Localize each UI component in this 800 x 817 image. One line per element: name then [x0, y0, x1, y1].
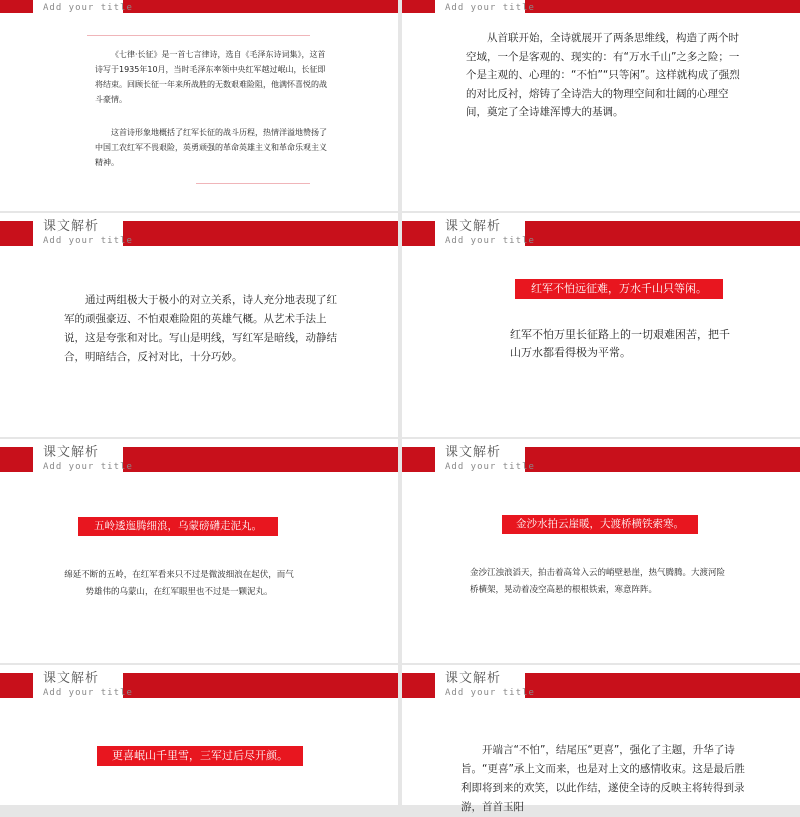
header-accent-bar — [123, 221, 398, 246]
slide-header — [0, 221, 398, 246]
paragraph: 金沙江浊浪滔天，拍击着高耸入云的峭壁悬崖，热气腾腾。大渡河险桥横架，晃动着凌空高悬的根根铁索，寒意阵阵。 — [470, 568, 726, 595]
slide-header — [0, 673, 398, 698]
header-subtitle: Add your title — [43, 462, 133, 472]
poem-line-banner: 更喜岷山千里雪，三军过后尽开颜。 — [97, 746, 303, 766]
slide-header — [0, 0, 398, 13]
header-accent-bar — [402, 447, 435, 472]
header-accent-bar — [123, 673, 398, 698]
slide-header — [402, 673, 800, 698]
slide-header — [402, 221, 800, 246]
slide-3[interactable] — [0, 213, 398, 437]
header-accent-bar — [525, 221, 800, 246]
header-title: 课文解析 — [445, 445, 502, 460]
poem-line-banner: 金沙水拍云崖暖，大渡桥横铁索寒。 — [502, 515, 698, 534]
slide-header — [0, 447, 398, 472]
bottom-divider — [196, 183, 310, 184]
paragraph: 《七律·长征》是一首七言律诗，选自《毛泽东诗词集》，这首诗写于1935年10月，当时毛泽东率领中央红军越过岷山，长征即将结束。回顾长征一年来所战胜的无数艰难险阻，他满怀喜悦的战斗豪情。 — [95, 50, 327, 104]
paragraph: 从首联开始，全诗就展开了两条思维线，构造了两个时空域，一个是客观的、现实的：有“万水千山”之多之险；一个是主观的、心理的：“不怕”“只等闲”。这样就构成了强烈的对比反衬，熔铸了全诗浩大的物理空间和壮阔的心理空间，奠定了全诗雄浑博大的基调。 — [466, 32, 740, 118]
paragraph: 这首诗形象地概括了红军长征的战斗历程，热情洋溢地赞扬了中国工农红军不畏艰险，英勇顽强的革命英雄主义和革命乐观主义精神。 — [95, 128, 327, 167]
header-subtitle: Add your title — [43, 688, 133, 698]
header-subtitle: Add your title — [43, 3, 133, 13]
paragraph: 红军不怕万里长征路上的一切艰难困苦，把千山万水都看得极为平常。 — [510, 328, 730, 359]
paragraph: 开端言“不怕”，结尾压“更喜”，强化了主题，升华了诗旨。“更喜”承上文而来，也是对上文的感情收束。这是最后胜利即将到来的欢笑，以此作结，遂使全诗的反映主将转得到录游，首首玉阳 — [461, 744, 745, 813]
slide-header — [402, 447, 800, 472]
header-accent-bar — [525, 447, 800, 472]
header-subtitle: Add your title — [445, 3, 535, 13]
poem-line-banner: 五岭逶迤腾细浪，乌蒙磅礴走泥丸。 — [78, 517, 278, 536]
header-title — [445, 0, 501, 2]
header-accent-bar — [123, 447, 398, 472]
header-title: 课文解析 — [445, 671, 502, 686]
header-title: 课文解析 — [43, 671, 100, 686]
header-accent-bar — [0, 447, 33, 472]
header-subtitle: Add your title — [445, 462, 535, 472]
header-accent-bar — [402, 221, 435, 246]
slide-7[interactable] — [0, 665, 398, 805]
slide-4[interactable] — [402, 213, 800, 437]
slide-6[interactable] — [402, 439, 800, 663]
header-accent-bar — [402, 0, 435, 13]
header-subtitle: Add your title — [43, 236, 133, 246]
header-title — [43, 0, 99, 2]
header-accent-bar — [525, 0, 800, 13]
paragraph: 绵延不断的五岭，在红军看来只不过是微波细浪在起伏，而气势雄伟的乌蒙山，在红军眼里也不过是一颗泥丸。 — [64, 570, 294, 597]
header-accent-bar — [123, 0, 398, 13]
slide-header — [402, 0, 800, 13]
slide-5[interactable] — [0, 439, 398, 663]
slide-1[interactable] — [0, 0, 398, 211]
header-subtitle: Add your title — [445, 688, 535, 698]
header-accent-bar — [0, 0, 33, 13]
slide-2[interactable] — [402, 0, 800, 211]
header-subtitle: Add your title — [445, 236, 535, 246]
header-accent-bar — [525, 673, 800, 698]
top-divider — [87, 35, 310, 36]
header-title: 课文解析 — [445, 219, 502, 234]
paragraph: 通过两组极大于极小的对立关系，诗人充分地表现了红军的顽强豪迈、不怕艰难险阻的英雄气概。从艺术手法上说，这是夸张和对比。写山是明线，写红军是暗线，动静结合，明暗结合，反衬对比，十分巧妙。 — [64, 294, 337, 363]
header-accent-bar — [0, 673, 33, 698]
slide-8[interactable] — [402, 665, 800, 813]
header-accent-bar — [0, 221, 33, 246]
header-accent-bar — [402, 673, 435, 698]
poem-line-banner: 红军不怕远征难，万水千山只等闲。 — [515, 279, 723, 299]
header-title: 课文解析 — [43, 219, 100, 234]
header-title: 课文解析 — [43, 445, 100, 460]
